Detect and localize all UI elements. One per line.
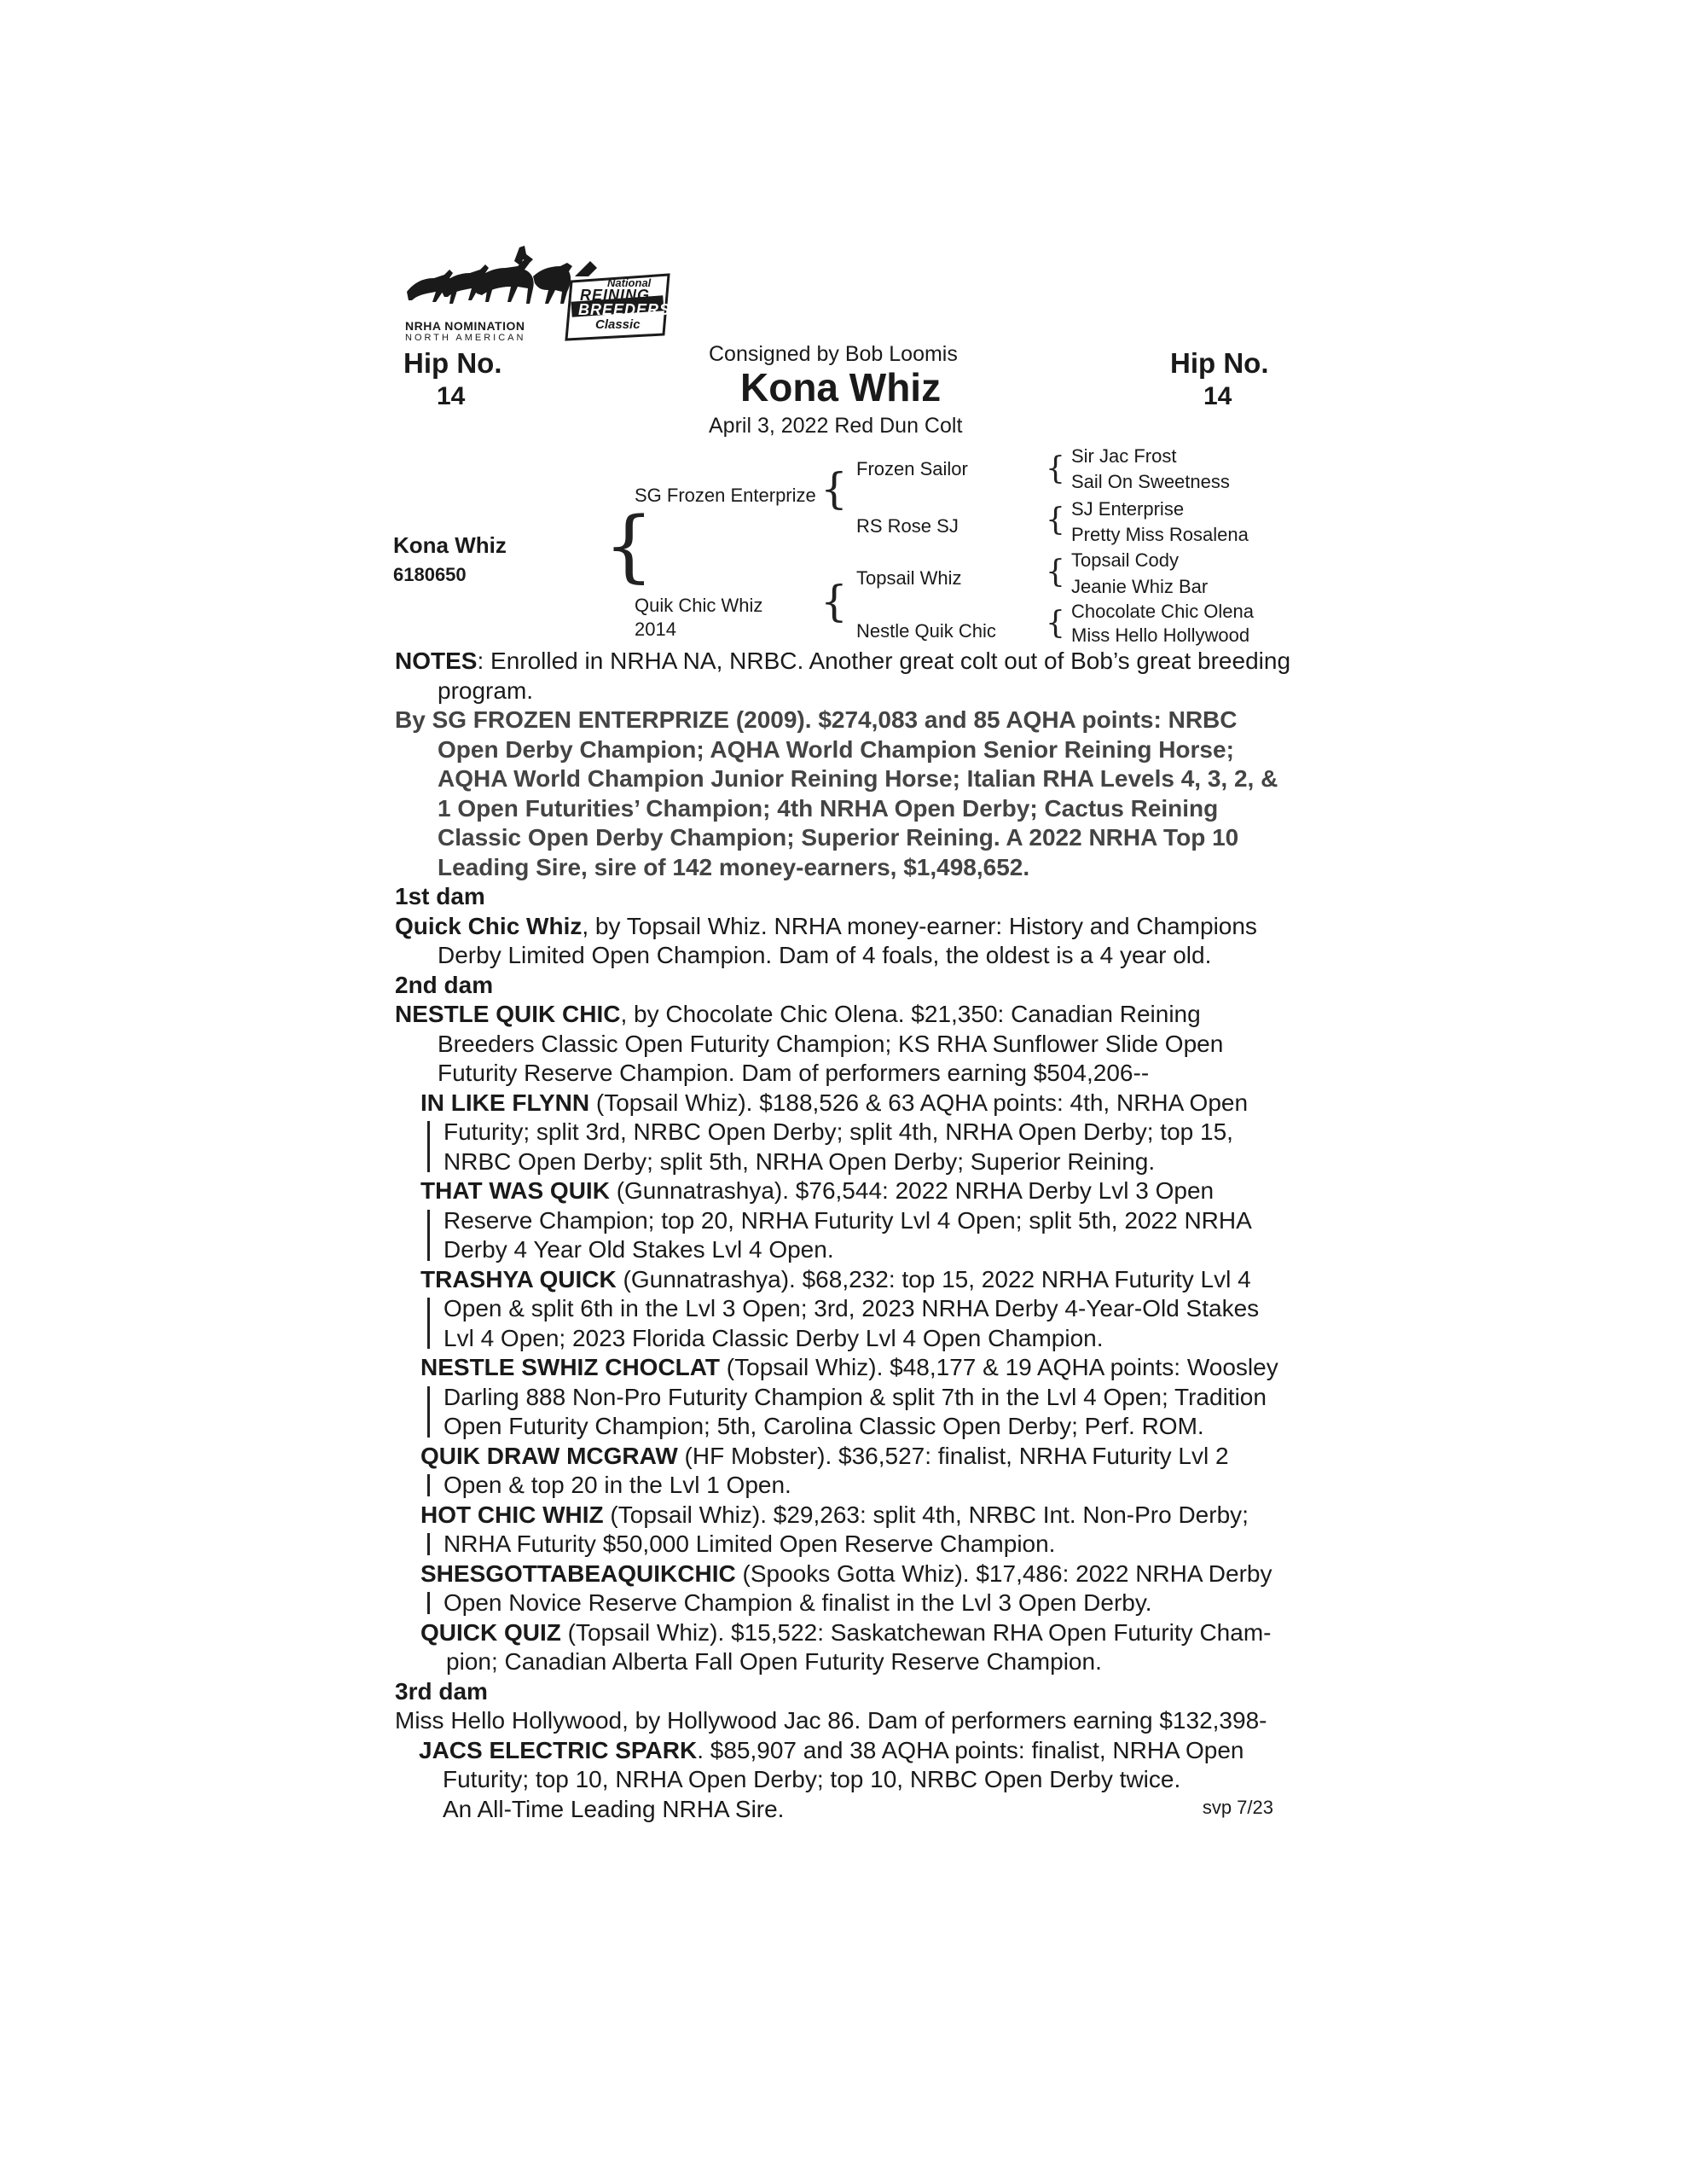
produce-bar	[427, 1298, 430, 1349]
produce-text: (Gunnatrashya). $76,544: 2022 NRHA Derby Lvl 3 Open	[609, 1177, 1215, 1204]
pedigree-gen3-7: Chocolate Chic Olena	[1071, 601, 1255, 622]
first-dam-heading: 1st dam	[395, 883, 485, 909]
pedigree-gen3-1: Sir Jac Frost	[1071, 445, 1177, 467]
produce-continuation: NRHA Futurity $50,000 Limited Open Reserve Champion.	[443, 1531, 1056, 1557]
nomination-logo-text: NRHA NOMINATION	[405, 319, 525, 333]
nrha-nomination-logo	[405, 244, 576, 345]
first-dam-text: , by Topsail Whiz. NRHA money-earner: History and Champions Derby Limited Open Champion. Dam of 4 foals, the oldest is a 4 year old.	[438, 912, 1257, 968]
pedigree-gen3-brace-1: {	[1046, 451, 1065, 486]
breeders-logo-line2: REINING	[580, 287, 651, 304]
produce-entry	[395, 1618, 1290, 1677]
pedigree-dam-sire: Topsail Whiz	[856, 567, 962, 589]
produce-entry	[395, 1265, 1290, 1354]
produce-name: HOT CHIC WHIZ	[420, 1501, 604, 1528]
produce-entry	[395, 1176, 1290, 1265]
pedigree-gen3-brace-3: {	[1046, 555, 1065, 590]
hip-label-left: Hip No.	[403, 347, 502, 379]
third-dam-paragraph: Miss Hello Hollywood, by Hollywood Jac 86. Dam of performers earning $132,398-	[395, 1707, 1267, 1734]
breeders-logo-line1: National	[607, 276, 652, 289]
pedigree-dam: Quik Chic Whiz	[635, 595, 763, 616]
produce-name: IN LIKE FLYNN	[420, 1089, 590, 1116]
pedigree-dam-year: 2014	[635, 619, 676, 640]
pedigree-gen3-brace-2: {	[1046, 502, 1065, 537]
pedigree-sire: SG Frozen Enterprize	[635, 485, 816, 506]
produce-entry	[395, 1089, 1290, 1177]
produce-name: QUICK QUIZ	[420, 1618, 561, 1646]
produce-bar	[427, 1474, 430, 1496]
second-dam-text: , by Chocolate Chic Olena. $21,350: Canadian Reining Breeders Classic Open Futurity Champion; KS RHA Sunflower Slide Open Futurity Reserve Champion. Dam of performers earning $504,206--	[438, 1001, 1224, 1086]
produce-name: SHESGOTTABEAQUIKCHIC	[420, 1560, 736, 1587]
produce-entry	[395, 1442, 1290, 1501]
pedigree-registration-number: 6180650	[393, 564, 467, 585]
notes-label: NOTES	[395, 648, 478, 674]
third-dam-heading: 3rd dam	[395, 1677, 488, 1705]
produce-entry	[395, 1560, 1290, 1618]
produce-continuation: Futurity; top 10, NRHA Open Derby; top 10, NRBC Open Derby twice. An All-Time Leading NRHA Sire.	[443, 1766, 1181, 1822]
produce-text: (Topsail Whiz). $188,526 & 63 AQHA points: 4th, NRHA Open	[589, 1089, 1249, 1116]
produce-bar	[427, 1533, 430, 1555]
produce-text: (Topsail Whiz). $15,522: Saskatchewan RHA Open Futurity Cham-	[560, 1618, 1272, 1646]
produce-continuation: pion; Canadian Alberta Fall Open Futurity Reserve Champion.	[446, 1648, 1102, 1675]
produce-continuation: Open Novice Reserve Champion & finalist in the Lvl 3 Open Derby.	[443, 1589, 1152, 1616]
catalog-page-body	[395, 647, 1290, 1824]
pedigree-gen3-6: Jeanie Whiz Bar	[1071, 576, 1209, 597]
produce-bar	[427, 1386, 430, 1438]
produce-continuation: Open & top 20 in the Lvl 1 Open.	[443, 1472, 791, 1498]
produce-name: THAT WAS QUIK	[420, 1177, 610, 1204]
hip-number-right: 14	[1203, 382, 1232, 410]
north-american-logo-text: NORTH AMERICAN	[405, 333, 526, 343]
pedigree-sire-dam: RS Rose SJ	[856, 515, 959, 537]
pedigree-dam-brace: {	[820, 577, 848, 626]
pedigree-subject-name: Kona Whiz	[393, 532, 507, 558]
produce-text: (Gunnatrashya). $68,232: top 15, 2022 NRHA Futurity Lvl 4	[616, 1265, 1251, 1292]
produce-continuation: Reserve Champion; top 20, NRHA Futurity Lvl 4 Open; split 5th, 2022 NRHA Derby 4 Year Old Stakes Lvl 4 Open.	[443, 1206, 1251, 1263]
first-dam-paragraph	[395, 912, 1290, 971]
produce-text: (Topsail Whiz). $29,263: split 4th, NRBC Int. Non-Pro Derby;	[603, 1501, 1249, 1528]
pedigree-sire-sire: Frozen Sailor	[856, 458, 968, 479]
produce-name: QUIK DRAW MCGRAW	[420, 1442, 678, 1469]
pedigree-gen3-5: Topsail Cody	[1071, 549, 1179, 571]
produce-continuation: Futurity; split 3rd, NRBC Open Derby; split 4th, NRHA Open Derby; top 15, NRBC Open Derby; split 5th, NRHA Open Derby; Superior Reining.	[443, 1118, 1233, 1175]
horses-and-rider-icon	[405, 244, 576, 316]
pedigree-dam-dam: Nestle Quik Chic	[856, 620, 996, 642]
pedigree-gen3-2: Sail On Sweetness	[1071, 471, 1230, 492]
notes-paragraph	[395, 647, 1290, 706]
produce-text: . $85,907 and 38 AQHA points: finalist, NRHA Open	[697, 1736, 1244, 1763]
produce-bar	[427, 1121, 430, 1172]
pedigree-gen3-3: SJ Enterprise	[1071, 498, 1185, 520]
breeders-logo-line3: BREEDERS	[578, 301, 671, 318]
produce-name: JACS ELECTRIC SPARK	[419, 1736, 698, 1763]
produce-continuation: Open & split 6th in the Lvl 3 Open; 3rd, 2023 NRHA Derby 4-Year-Old Stakes Lvl 4 Open; 2023 Florida Classic Derby Lvl 4 Open Champion.	[443, 1295, 1260, 1351]
second-dam-heading: 2nd dam	[395, 971, 494, 998]
produce-text: (Spooks Gotta Whiz). $17,486: 2022 NRHA Derby	[735, 1560, 1272, 1587]
produce-continuation: Darling 888 Non-Pro Futurity Champion & split 7th in the Lvl 4 Open; Tradition Open Futurity Champion; 5th, Carolina Classic Open Derby; Perf. ROM.	[443, 1383, 1267, 1439]
second-dam-name: NESTLE QUIK CHIC	[395, 1001, 621, 1027]
sire-summary: By SG FROZEN ENTERPRIZE (2009). $274,083 and 85 AQHA points: NRBC Open Derby Champion; AQHA World Champion Senior Reining Horse; AQHA World Champion Junior Reining Horse; Italian RHA Levels 4, 3, 2, & 1 Open Futurities’ Champion; 4th NRHA Open Derby; Cactus Reining Classic Open Derby Champion; Superior Reining. A 2022 NRHA Top 10 Leading Sire, sire of 142 money-earners, $1,498,652.	[395, 706, 1278, 880]
consignor-line: Consigned by Bob Loomis	[709, 342, 958, 366]
produce-entry	[395, 1353, 1290, 1442]
breeders-logo-line4: Classic	[595, 317, 641, 332]
produce-name: TRASHYA QUICK	[420, 1265, 617, 1292]
produce-text: (HF Mobster). $36,527: finalist, NRHA Futurity Lvl 2	[677, 1442, 1229, 1469]
foaling-info: April 3, 2022 Red Dun Colt	[709, 414, 963, 438]
produce-entry	[395, 1736, 1290, 1825]
pedigree-gen3-brace-4: {	[1046, 606, 1065, 641]
notes-text: : Enrolled in NRHA NA, NRBC. Another great colt out of Bob’s great breeding program.	[438, 648, 1291, 704]
produce-name: NESTLE SWHIZ CHOCLAT	[420, 1354, 721, 1380]
pedigree-gen3-4: Pretty Miss Rosalena	[1071, 524, 1249, 545]
pedigree-sire-brace: {	[820, 464, 848, 514]
hip-number-left: 14	[437, 382, 466, 410]
produce-text: (Topsail Whiz). $48,177 & 19 AQHA points: Woosley	[720, 1354, 1278, 1380]
pedigree-gen3-8: Miss Hello Hollywood	[1071, 624, 1250, 646]
horse-name-title: Kona Whiz	[740, 365, 942, 410]
produce-bar	[427, 1592, 430, 1614]
catalog-footer-code: svp 7/23	[1202, 1796, 1273, 1818]
reining-breeders-classic-logo	[563, 256, 674, 341]
produce-bar	[427, 1210, 430, 1261]
produce-entry	[395, 1501, 1290, 1560]
hip-label-right: Hip No.	[1170, 347, 1269, 379]
first-dam-name: Quick Chic Whiz	[395, 912, 583, 939]
second-dam-paragraph	[395, 1000, 1290, 1089]
pedigree-main-brace: {	[604, 500, 654, 591]
